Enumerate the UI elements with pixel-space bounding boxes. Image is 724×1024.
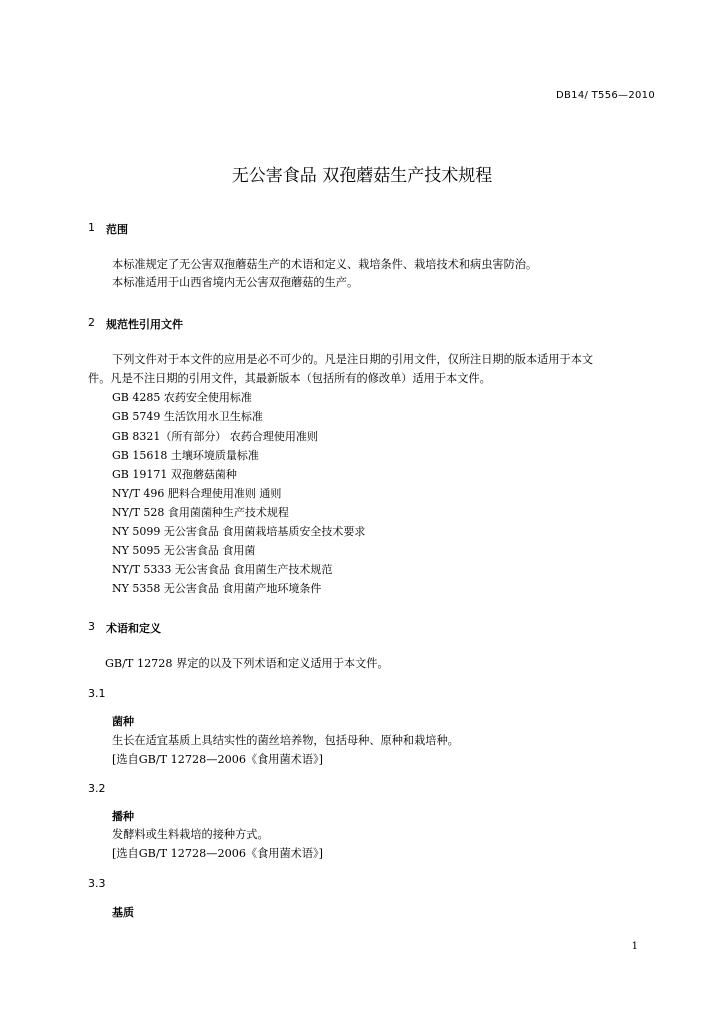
term-name: 菌种 [112,715,134,728]
term-definition: 生长在适宜基质上具结实性的菌丝培养物，包括母种、原种和栽培种。 [112,734,459,747]
term-number: 3.2 [88,782,106,795]
reference-item: NY 5099 无公害食品 食用菌栽培基质安全技术要求 [112,525,366,538]
document-code: DB14/ T556—2010 [556,90,655,101]
reference-item: NY/T 5333 无公害食品 食用菌生产技术规范 [112,563,333,576]
term-number: 3.1 [88,687,106,700]
term-source: [选自GB/T 12728—2006《食用菌术语》] [112,753,324,766]
reference-item: NY 5358 无公害食品 食用菌产地环境条件 [112,582,322,595]
section-1-paragraph: 本标准规定了无公害双孢蘑菇生产的术语和定义、栽培条件、栽培技术和病虫害防治。 [112,258,538,271]
term-source: [选自GB/T 12728—2006《食用菌术语》] [112,847,324,860]
reference-item: NY 5095 无公害食品 食用菌 [112,544,256,557]
section-3-number: 3 [88,620,95,633]
reference-item: GB 8321（所有部分） 农药合理使用准则 [112,430,318,443]
reference-item: NY/T 528 食用菌菌种生产技术规程 [112,506,289,519]
section-2-intro-line: 件。凡是不注日期的引用文件，其最新版本（包括所有的修改单）适用于本文件。 [88,372,491,385]
section-1-paragraph: 本标准适用于山西省境内无公害双孢蘑菇的生产。 [112,276,359,289]
section-2-title: 规范性引用文件 [106,318,183,331]
reference-item: GB 19171 双孢蘑菇菌种 [112,468,237,481]
section-3-title: 术语和定义 [106,622,161,635]
reference-item: GB 5749 生活饮用水卫生标准 [112,410,263,423]
term-number: 3.3 [88,877,106,890]
term-name: 播种 [112,810,134,823]
term-definition: 发酵料或生料栽培的接种方式。 [112,828,269,841]
section-2-number: 2 [88,316,95,329]
section-1-number: 1 [88,221,95,234]
section-1-title: 范围 [106,223,128,236]
reference-item: NY/T 496 肥料合理使用准则 通则 [112,487,282,500]
reference-item: GB 4285 农药安全使用标准 [112,391,252,404]
section-2-intro-line: 下列文件对于本文件的应用是必不可少的。凡是注日期的引用文件，仅所注日期的版本适用于本文 [112,353,594,366]
section-3-intro: GB/T 12728 界定的以及下列术语和定义适用于本文件。 [105,657,389,670]
document-title: 无公害食品 双孢蘑菇生产技术规程 [231,166,493,186]
reference-item: GB 15618 土壤环境质量标准 [112,449,259,462]
term-name: 基质 [112,906,134,919]
page-number: 1 [631,941,638,952]
